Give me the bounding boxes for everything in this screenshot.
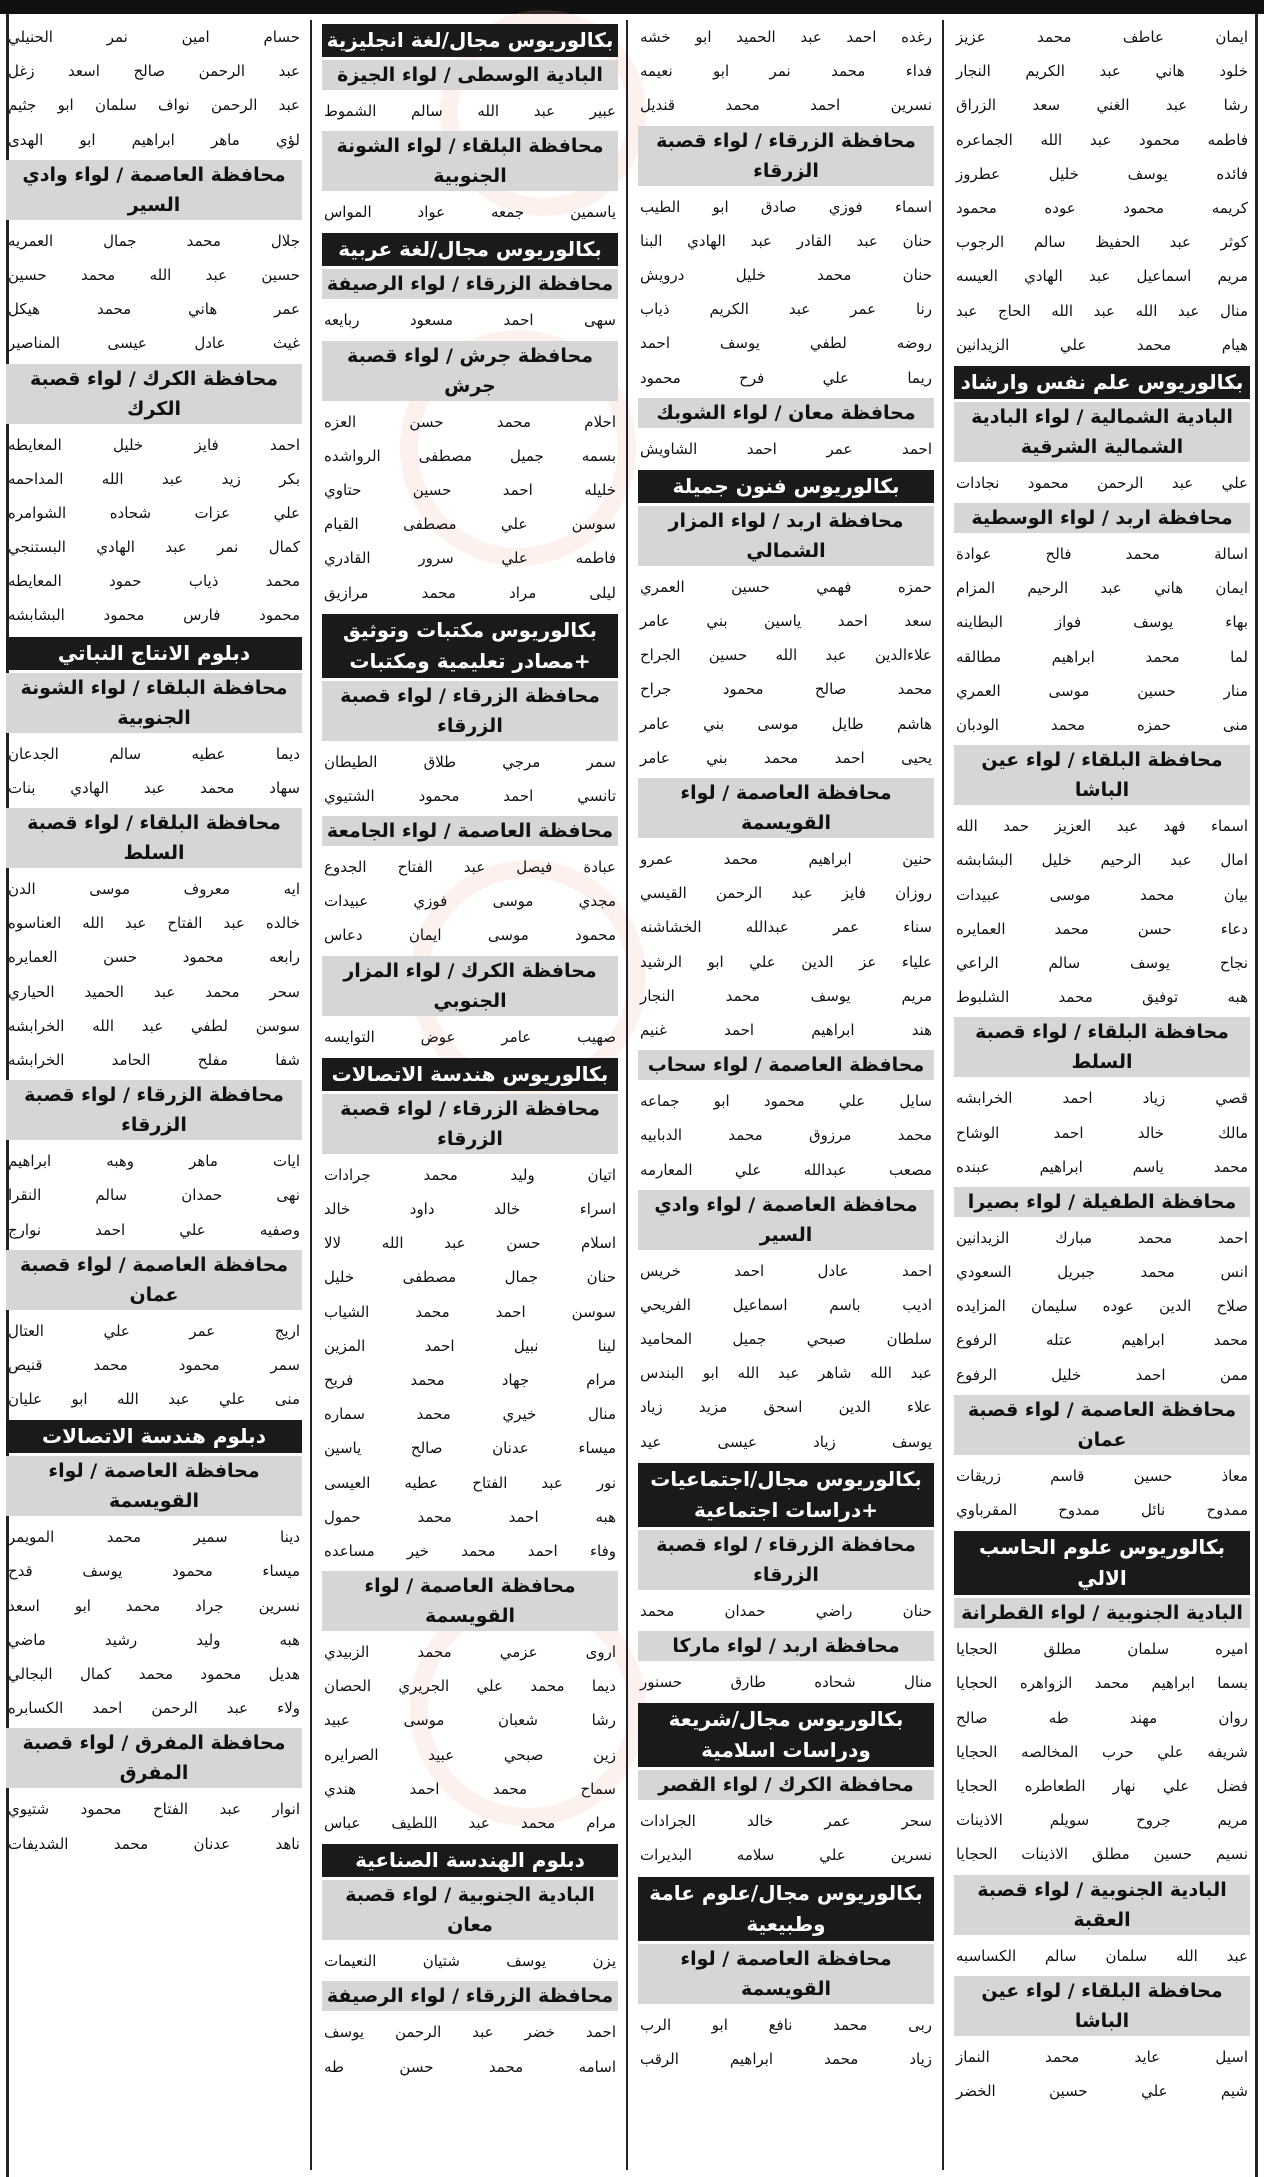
candidate-name: ولاء عبد الرحمن احمد الكسابره bbox=[8, 1699, 300, 1718]
candidate-name: علياء عز الدين علي ابو الرشيد bbox=[640, 952, 932, 971]
major-heading: دبلوم الهندسة الصناعية bbox=[322, 1844, 618, 1877]
candidate-name: ايمان عاطف محمد عزيز bbox=[956, 28, 1248, 46]
candidate-name: مريم يوسف محمد النجار bbox=[640, 986, 932, 1005]
candidate-name: احمد عادل احمد خريس bbox=[640, 1261, 932, 1280]
candidate-name: نسرين احمد محمد قنديل bbox=[640, 96, 932, 115]
candidate-name: اسامه محمد حسن طه bbox=[324, 2057, 616, 2076]
candidate-name: سحر عمر خالد الجرادات bbox=[640, 1812, 932, 1831]
candidate-name: ناهد عدنان محمد الشديفات bbox=[8, 1834, 300, 1853]
region-heading: محافظة اربد / لواء المزار الشمالي bbox=[638, 506, 934, 566]
candidate-name: سوسن لطفي عبد الله الخرابشه bbox=[8, 1016, 300, 1035]
candidate-name: هديل محمود محمد كمال البجالي bbox=[8, 1665, 300, 1683]
major-heading: دبلوم هندسة الاتصالات bbox=[6, 1420, 302, 1453]
candidate-name: شريفه علي حرب المخالصه الحجايا bbox=[956, 1742, 1248, 1761]
candidate-name: سناء عمر عبدالله الخشاشنه bbox=[640, 918, 932, 937]
candidate-name: عمر هاني محمد هيكل bbox=[8, 300, 300, 319]
candidate-name: يوسف زياد عيسى عيد bbox=[640, 1432, 932, 1451]
candidate-name: سمر محمود محمد قنيص bbox=[8, 1355, 300, 1374]
candidate-name: فائده يوسف خليل عطروز bbox=[956, 164, 1248, 183]
candidate-name: فضل علي نهار الطعاطره الحجايا bbox=[956, 1776, 1248, 1795]
candidate-name: سهاد محمد عبد الهادي بنات bbox=[8, 778, 300, 797]
candidate-name: حنان راضي حمدان محمد bbox=[640, 1601, 932, 1620]
candidate-name: ميساء محمود يوسف قدح bbox=[8, 1562, 300, 1581]
candidate-name: بكر زيد عبد الله المداحمه bbox=[8, 469, 300, 488]
candidate-name: محمد ابراهيم عتله الرفوع bbox=[956, 1331, 1248, 1350]
candidate-name: مرام محمد عبد اللطيف عباس bbox=[324, 1814, 616, 1832]
column-2 bbox=[638, 20, 934, 2170]
candidate-name: اسالة محمد فالح عوادة bbox=[956, 545, 1248, 564]
candidate-name: اسيل عايد محمد النماز bbox=[956, 2047, 1248, 2066]
candidate-name: محمد مرزوق محمد الدبابيه bbox=[640, 1126, 932, 1145]
candidate-name: علاءالدين عبد الله حسين الجراح bbox=[640, 646, 932, 665]
candidate-name: فاطمه علي سرور القادري bbox=[324, 549, 616, 568]
candidate-name: سايل علي محمود ابو جماعه bbox=[640, 1092, 932, 1111]
candidate-name: دينا سمير محمد المويمر bbox=[8, 1528, 300, 1547]
candidate-name: سهى احمد مسعود ربايعه bbox=[324, 311, 616, 330]
region-heading: محافظة اربد / لواء ماركا bbox=[638, 1631, 934, 1661]
top-black-bar bbox=[0, 0, 1264, 14]
candidate-name: بهاء يوسف فواز البطاينه bbox=[956, 613, 1248, 632]
candidate-name: نجاح يوسف سالم الراعي bbox=[956, 953, 1248, 972]
region-heading: محافظة العاصمة / لواء القويسمة bbox=[638, 1944, 934, 2004]
candidate-name: مجدي موسى فوزي عبيدات bbox=[324, 892, 616, 911]
column-divider bbox=[310, 20, 312, 2170]
region-heading: البادية الجنوبية / لواء قصبة معان bbox=[322, 1880, 618, 1940]
candidate-name: يحيى احمد محمد بني عامر bbox=[640, 748, 932, 767]
candidate-name: عبير عبد الله سالم الشموط bbox=[324, 102, 616, 120]
candidate-name: ممن احمد خليل الرفوع bbox=[956, 1365, 1248, 1384]
region-heading: محافظة الكرك / لواء قصبة الكرك bbox=[6, 364, 302, 424]
candidate-name: انس محمد جبريل السعودي bbox=[956, 1263, 1248, 1282]
column-divider bbox=[942, 20, 944, 2170]
candidate-name: امال عبد الرحيم خليل البشابشه bbox=[956, 851, 1248, 870]
candidate-name: مريم جروح سويلم الاذينات bbox=[956, 1811, 1248, 1830]
candidate-name: بسما ابراهيم محمد الزواهره الحجايا bbox=[956, 1674, 1248, 1693]
candidate-name: صهيب عامر عوض التوايسه bbox=[324, 1027, 616, 1046]
candidate-name: حسام امين نمر الحنيلي bbox=[8, 28, 300, 46]
candidate-name: سعد احمد ياسين بني عامر bbox=[640, 612, 932, 631]
candidate-name: محمد ذياب حمود المعايطه bbox=[8, 572, 300, 591]
region-heading: محافظة البلقاء / لواء قصبة السلط bbox=[6, 808, 302, 868]
candidate-name: وصفيه علي احمد نوارج bbox=[8, 1220, 300, 1239]
region-heading: محافظة اربد / لواء الوسطية bbox=[954, 503, 1250, 533]
region-heading: محافظة البلقاء / لواء قصبة السلط bbox=[954, 1017, 1250, 1077]
candidate-name: كمال نمر عبد الهادي البستنجي bbox=[8, 538, 300, 557]
region-heading: محافظة الزرقاء / لواء الرصيفة bbox=[322, 1981, 618, 2011]
region-heading: محافظة البلقاء / لواء عين الباشا bbox=[954, 1976, 1250, 2036]
candidate-name: رشا عبد الغني سعد الزراق bbox=[956, 96, 1248, 115]
candidate-name: مرام جهاد محمد فريح bbox=[324, 1370, 616, 1389]
candidate-name: معاذ حسين قاسم زريقات bbox=[956, 1466, 1248, 1485]
region-heading: محافظة الزرقاء / لواء قصبة الزرقاء bbox=[638, 126, 934, 186]
candidate-name: وفاء احمد محمد خير مساعده bbox=[324, 1541, 616, 1560]
candidate-name: مصعب عبدالله علي المعارمه bbox=[640, 1160, 932, 1179]
candidate-name: ربى محمد نافع ابو الرب bbox=[640, 2015, 932, 2034]
candidate-name: نسرين علي سلامه البديرات bbox=[640, 1846, 932, 1865]
candidate-name: هاشم طايل موسى بني عامر bbox=[640, 714, 932, 733]
candidate-name: عبد الرحمن نواف سلمان ابو جثيم bbox=[8, 96, 300, 115]
candidate-name: اسراء خالد داود خالد bbox=[324, 1200, 616, 1218]
major-heading: بكالوريوس مجال/لغة عربية bbox=[322, 233, 618, 266]
candidate-name: نور عبد الفتاح عطيه العيسى bbox=[324, 1473, 616, 1492]
candidate-name: عبد الرحمن صالح اسعد زغل bbox=[8, 62, 300, 81]
candidate-name: منار حسين موسى العمري bbox=[956, 681, 1248, 700]
candidate-name: هبه توفيق محمد الشلبوط bbox=[956, 988, 1248, 1007]
candidate-name: منال شحاده طارق حسنور bbox=[640, 1673, 932, 1691]
candidate-name: لما محمد ابراهيم مطالقه bbox=[956, 647, 1248, 666]
candidate-name: محمود فارس محمود البشابشه bbox=[8, 606, 300, 625]
region-heading: محافظة جرش / لواء قصبة جرش bbox=[322, 341, 618, 401]
region-heading: محافظة الزرقاء / لواء قصبة الزرقاء bbox=[638, 1530, 934, 1590]
candidate-name: كوثر عبد الحفيظ سالم الرجوب bbox=[956, 233, 1248, 252]
candidate-name: شيم علي حسين الخضر bbox=[956, 2081, 1248, 2100]
major-heading: دبلوم الانتاج النباتي bbox=[6, 637, 302, 670]
major-heading: بكالوريوس علوم الحاسب الالي bbox=[954, 1531, 1250, 1595]
major-heading: بكالوريوس هندسة الاتصالات bbox=[322, 1058, 618, 1091]
candidate-name: عبد الله سلمان سالم الكساسبه bbox=[956, 1946, 1248, 1965]
candidate-name: اديب باسم اسماعيل الفريحي bbox=[640, 1295, 932, 1314]
region-heading: محافظة العاصمة / لواء القويسمة bbox=[638, 778, 934, 838]
candidate-name: صلاح الدين عوده سليمان المزايده bbox=[956, 1297, 1248, 1316]
region-heading: محافظة العاصمة / لواء سحاب bbox=[638, 1050, 934, 1080]
candidate-name: لؤي ماهر ابراهيم ابو الهدى bbox=[8, 130, 300, 149]
region-heading: البادية الشمالية / لواء البادية الشمالية الشرقية bbox=[954, 402, 1250, 462]
candidate-name: نسرين جراد محمد ابو اسعد bbox=[8, 1596, 300, 1615]
region-heading: محافظة الزرقاء / لواء قصبة الزرقاء bbox=[322, 1094, 618, 1154]
region-heading: محافظة العاصمة / لواء الجامعة bbox=[322, 816, 618, 846]
candidate-name: كريمه محمود عوده محمود bbox=[956, 198, 1248, 217]
candidate-name: عبادة فيصل عبد الفتاح الجدوع bbox=[324, 858, 616, 877]
candidate-name: ايه معروف موسى الدن bbox=[8, 880, 300, 898]
candidate-name: سوسن احمد محمد الشياب bbox=[324, 1302, 616, 1321]
candidate-name: خالده عبد الفتاح عبد الله العناسوه bbox=[8, 914, 300, 933]
region-heading: محافظة الزرقاء / لواء قصبة الزرقاء bbox=[6, 1080, 302, 1140]
region-heading: محافظة الكرك / لواء المزار الجنوبي bbox=[322, 956, 618, 1016]
region-heading: محافظة الطفيلة / لواء بصيرا bbox=[954, 1187, 1250, 1217]
candidate-name: هند ابراهيم احمد غنيم bbox=[640, 1020, 932, 1039]
major-heading: بكالوريوس مكتبات وتوثيق +مصادر تعليمية ومكتبات bbox=[322, 614, 618, 678]
candidate-name: سحر محمد عبد الحميد الحياري bbox=[8, 982, 300, 1001]
candidate-name: لينا نبيل احمد المزين bbox=[324, 1336, 616, 1355]
newspaper-page bbox=[8, 20, 1250, 2170]
candidate-name: فداء محمد نمر ابو نعيمه bbox=[640, 62, 932, 81]
candidate-name: احلام محمد حسن العزه bbox=[324, 412, 616, 431]
candidate-name: رغده احمد عبد الحميد ابو خشه bbox=[640, 28, 932, 46]
major-heading: بكالوريوس فنون جميلة bbox=[638, 470, 934, 503]
candidate-name: علاء الدين اسحق مزيد زياد bbox=[640, 1398, 932, 1417]
candidate-name: زياد محمد ابراهيم الرقب bbox=[640, 2049, 932, 2068]
candidate-name: اتيان وليد محمد جرادات bbox=[324, 1165, 616, 1184]
region-heading: محافظة الزرقاء / لواء قصبة الزرقاء bbox=[322, 681, 618, 741]
candidate-name: مريم اسماعيل عبد الهادي العيسه bbox=[956, 267, 1248, 286]
candidate-name: روزان فايز عبد الرحمن القيسي bbox=[640, 884, 932, 903]
candidate-name: سماح محمد احمد هندي bbox=[324, 1779, 616, 1798]
candidate-name: غيث عادل عيسى المناصير bbox=[8, 334, 300, 353]
region-heading: محافظة العاصمة / لواء القويسمة bbox=[6, 1456, 302, 1516]
region-heading: محافظة البلقاء / لواء عين الباشا bbox=[954, 745, 1250, 805]
candidate-name: مالك خالد احمد الوشاح bbox=[956, 1123, 1248, 1142]
region-heading: محافظة البلقاء / لواء الشونة الجنوبية bbox=[6, 673, 302, 733]
candidate-name: اسماء فهد عبد العزيز حمد الله bbox=[956, 817, 1248, 836]
candidate-name: روضه لطفي يوسف احمد bbox=[640, 334, 932, 353]
candidate-name: ايمان هاني عبد الرحيم المزام bbox=[956, 579, 1248, 598]
candidate-name: اسلام حسن عبد الله لالا bbox=[324, 1234, 616, 1253]
region-heading: محافظة المفرق / لواء قصبة المفرق bbox=[6, 1728, 302, 1788]
column-1 bbox=[954, 20, 1250, 2170]
candidate-name: رنا عمر عبد الكريم ذياب bbox=[640, 300, 932, 319]
candidate-name: شفا مفلح الحامد الخرابشه bbox=[8, 1050, 300, 1069]
candidate-name: منال عبد الله عبد الله الحاج عبد bbox=[956, 301, 1248, 320]
candidate-name: هبه احمد محمد حمول bbox=[324, 1507, 616, 1526]
region-heading: البادية الوسطى / لواء الجيزة bbox=[322, 60, 618, 90]
candidate-name: بسمه جميل مصطفى الرواشده bbox=[324, 446, 616, 465]
candidate-name: اروى عزمي محمد الزبيدي bbox=[324, 1643, 616, 1662]
candidate-name: ياسمين جمعه عواد المواس bbox=[324, 203, 616, 222]
region-heading: محافظة معان / لواء الشوبك bbox=[638, 398, 934, 428]
candidate-name: منى علي عبد الله ابو عليان bbox=[8, 1390, 300, 1409]
candidate-name: محمد ياسم ابراهيم عبنده bbox=[956, 1157, 1248, 1176]
candidate-name: حنان محمد خليل درويش bbox=[640, 265, 932, 284]
candidate-name: خلود هاني عبد الكريم النجار bbox=[956, 62, 1248, 81]
candidate-name: حمزه فهمي حسين العمري bbox=[640, 577, 932, 596]
candidate-name: علي عبد الرحمن محمود نجادات bbox=[956, 473, 1248, 492]
candidate-name: دعاء حسن محمد العمايره bbox=[956, 919, 1248, 938]
candidate-name: اسماء فوزي صادق ابو الطيب bbox=[640, 197, 932, 216]
candidate-name: تانسي احمد محمود الشتيوي bbox=[324, 786, 616, 805]
candidate-name: فاطمه محمود عبد الله الجماعره bbox=[956, 130, 1248, 149]
column-4 bbox=[6, 20, 302, 2170]
candidate-name: ليلى مراد محمد مرازيق bbox=[324, 583, 616, 602]
region-heading: محافظة الكرك / لواء القصر bbox=[638, 1770, 934, 1800]
candidate-name: سمر مرجي طلاق الطيطان bbox=[324, 752, 616, 771]
region-heading: محافظة العاصمة / لواء وادي السير bbox=[638, 1190, 934, 1250]
candidate-name: رشا شعبان موسى عبيد bbox=[324, 1711, 616, 1730]
candidate-name: ايات ماهر وهبه ابراهيم bbox=[8, 1152, 300, 1171]
candidate-name: منى حمزه محمد الودبان bbox=[956, 716, 1248, 734]
candidate-name: قصي زياد احمد الخرابشه bbox=[956, 1089, 1248, 1108]
candidate-name: احمد عمر احمد الشاويش bbox=[640, 439, 932, 458]
region-heading: محافظة العاصمة / لواء القويسمة bbox=[322, 1571, 618, 1631]
candidate-name: احمد محمد مبارك الزيدانين bbox=[956, 1228, 1248, 1247]
candidate-name: روان مهند طه صالح bbox=[956, 1708, 1248, 1727]
candidate-name: هيام محمد علي الزيدانين bbox=[956, 335, 1248, 354]
region-heading: محافظة البلقاء / لواء الشونة الجنوبية bbox=[322, 131, 618, 191]
candidate-name: احمد فايز خليل المعايطه bbox=[8, 435, 300, 454]
candidate-name: يزن يوسف شتيان النعيمات bbox=[324, 1952, 616, 1971]
candidate-name: سوسن علي مصطفى القيام bbox=[324, 515, 616, 534]
candidate-name: عبد الله شاهر عبد الله ابو البندس bbox=[640, 1364, 932, 1383]
candidate-name: ديما محمد علي الجريري الحصان bbox=[324, 1677, 616, 1696]
candidate-name: ريما علي فرح محمود bbox=[640, 368, 932, 387]
candidate-name: حنين ابراهيم محمد عمرو bbox=[640, 850, 932, 868]
candidate-name: نسيم حسين مطلق الاذينات الحجايا bbox=[956, 1845, 1248, 1864]
candidate-name: حنان عبد القادر عبد الهادي البنا bbox=[640, 231, 932, 250]
candidate-name: نهى حمدان سالم النقرا bbox=[8, 1186, 300, 1205]
major-heading: بكالوريوس مجال/لغة انجليزية bbox=[322, 24, 618, 57]
candidate-name: سلطان صبحي جميل المحاميد bbox=[640, 1330, 932, 1349]
region-heading: محافظة العاصمة / لواء قصبة عمان bbox=[6, 1250, 302, 1310]
major-heading: بكالوريوس مجال/شريعة ودراسات اسلامية bbox=[638, 1703, 934, 1767]
major-heading: بكالوريوس مجال/اجتماعيات +دراسات اجتماعية bbox=[638, 1463, 934, 1527]
candidate-name: ممدوح نائل ممدوح المقرباوي bbox=[956, 1501, 1248, 1519]
candidate-name: اميره سلمان مطلق الحجايا bbox=[956, 1640, 1248, 1659]
candidate-name: علي عزات شحاده الشوامره bbox=[8, 503, 300, 522]
region-heading: البادية الجنوبية / لواء قصبة العقبة bbox=[954, 1875, 1250, 1935]
candidate-name: حنان جمال مصطفى خليل bbox=[324, 1268, 616, 1287]
candidate-name: ميساء عدنان صالح ياسين bbox=[324, 1439, 616, 1458]
candidate-name: احمد خضر عبد الرحمن يوسف bbox=[324, 2023, 616, 2042]
candidate-name: جلال محمد جمال العمريه bbox=[8, 231, 300, 250]
candidate-name: محمود موسى ايمان دعاس bbox=[324, 926, 616, 945]
major-heading: بكالوريوس علم نفس وارشاد bbox=[954, 366, 1250, 399]
region-heading: محافظة الزرقاء / لواء الرصيفة bbox=[322, 269, 618, 299]
candidate-name: بيان محمد موسى عبيدات bbox=[956, 885, 1248, 904]
candidate-name: انوار عبد الفتاح محمود شتيوي bbox=[8, 1800, 300, 1819]
region-heading: البادية الجنوبية / لواء القطرانة bbox=[954, 1598, 1250, 1628]
column-divider bbox=[626, 20, 628, 2170]
candidate-name: اريج عمر علي العتال bbox=[8, 1321, 300, 1340]
candidate-name: خليله احمد حسين حتاوي bbox=[324, 480, 616, 499]
candidate-name: زين صبحي عبيد الصرايره bbox=[324, 1745, 616, 1764]
column-3 bbox=[322, 20, 618, 2170]
candidate-name: حسين عبد الله محمد حسين bbox=[8, 265, 300, 284]
candidate-name: هبه وليد رشيد ماضي bbox=[8, 1630, 300, 1649]
candidate-name: محمد صالح محمود جراح bbox=[640, 680, 932, 699]
region-heading: محافظة العاصمة / لواء وادي السير bbox=[6, 160, 302, 220]
major-heading: بكالوريوس مجال/علوم عامة وطبيعية bbox=[638, 1877, 934, 1941]
region-heading: محافظة العاصمة / لواء قصبة عمان bbox=[954, 1395, 1250, 1455]
candidate-name: منال خيري محمد سماره bbox=[324, 1405, 616, 1424]
candidate-name: ديما عطيه سالم الجدعان bbox=[8, 744, 300, 763]
candidate-name: رابعه محمود حسن العمايره bbox=[8, 948, 300, 967]
